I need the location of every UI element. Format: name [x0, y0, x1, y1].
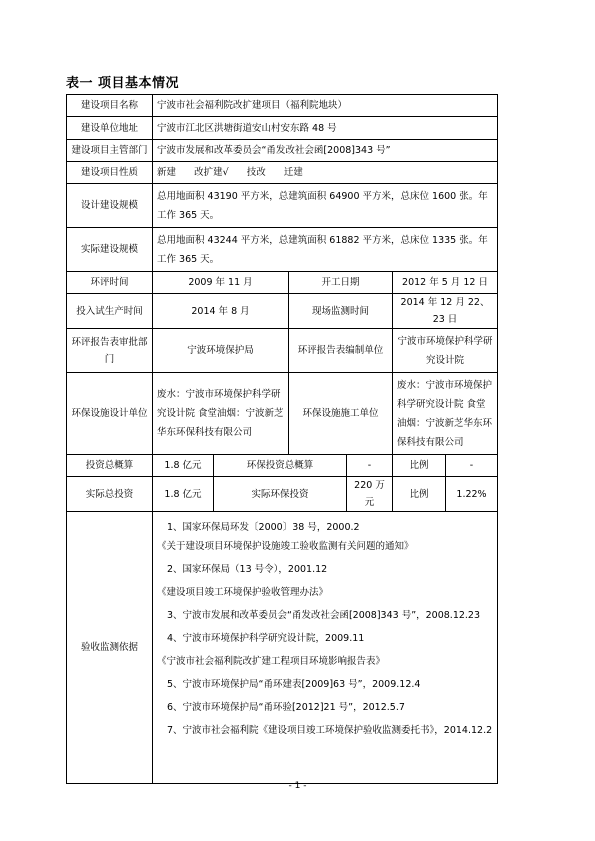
label-project-name: 建设项目名称	[67, 95, 153, 117]
value-design-scale: 总用地面积 43190 平方米，总建筑面积 64900 平方米，总床位 1600 张。年工作 365 天。	[153, 184, 498, 228]
label-facility-design: 环保设施设计单位	[67, 373, 153, 455]
value-nature: 新建 改扩建√ 技改 迁建	[153, 162, 498, 184]
label-design-scale: 设计建设规模	[67, 184, 153, 228]
label-monitor-time: 现场监测时间	[289, 294, 393, 329]
basis-item: 2、国家环保局（13 号令），2001.12	[167, 564, 328, 575]
basis-item: 《宁波市社会福利院改扩建工程项目环境影响报告表》	[157, 656, 386, 667]
basis-item: 《关于建设项目环境保护设施竣工验收监测有关问题的通知》	[157, 541, 414, 552]
label-address: 建设单位地址	[67, 117, 153, 140]
value-address: 宁波市江北区洪塘街道安山村安东路 48 号	[153, 117, 498, 140]
value-facility-design: 废水：宁波市环境保护科学研究设计院 食堂油烟：宁波新芝华东环保科技有限公司	[153, 373, 289, 455]
basis-item: 5、宁波市环境保护局“甬环建表[2009]63 号”，2009.12.4	[167, 679, 421, 690]
label-trial: 投入试生产时间	[67, 294, 153, 329]
section-title: 表一 项目基本情况	[66, 76, 180, 91]
basis-item: 7、宁波市社会福利院《建设项目竣工环境保护验收监测委托书》，2014.12.2	[167, 725, 493, 736]
label-eia-time: 环评时间	[67, 272, 153, 294]
row-invest-budget	[67, 455, 498, 477]
row-design-scale	[67, 184, 498, 228]
row-facility	[67, 373, 498, 455]
value-project-name: 宁波市社会福利院改扩建项目（福利院地块）	[153, 95, 498, 117]
page-number: - 1 -	[288, 781, 307, 791]
value-ratio-budget: -	[446, 455, 498, 477]
value-facility-construct: 废水：宁波市环境保护科学研究设计院 食堂油烟：宁波新芝华东环保科技有限公司	[393, 373, 498, 455]
row-trial	[67, 294, 498, 329]
value-actual-scale: 总用地面积 43244 平方米，总建筑面积 61882 平方米，总床位 1335 张。年工作 365 天。	[153, 228, 498, 272]
value-invest-actual: 1.8 亿元	[153, 477, 214, 512]
label-basis: 验收监测依据	[67, 512, 153, 784]
row-actual-scale	[67, 228, 498, 272]
basis-item: 4、宁波市环境保护科学研究设计院，2009.11	[167, 633, 365, 644]
label-env-actual: 实际环保投资	[214, 477, 347, 512]
label-facility-construct: 环保设施施工单位	[289, 373, 393, 455]
label-compiler: 环评报告表编制单位	[289, 329, 393, 373]
basis-item: 3、宁波市发展和改革委员会“甬发改社会函[2008]343 号”，2008.12.23	[167, 610, 481, 621]
value-ratio-actual: 1.22%	[446, 477, 498, 512]
label-env-budget: 环保投资总概算	[214, 455, 347, 477]
label-actual-scale: 实际建设规模	[67, 228, 153, 272]
row-approval	[67, 329, 498, 373]
row-eia-time	[67, 272, 498, 294]
row-basis	[67, 512, 498, 784]
value-compiler: 宁波市环境保护科学研究设计院	[393, 329, 498, 373]
value-invest-budget: 1.8 亿元	[153, 455, 214, 477]
row-nature	[67, 162, 498, 184]
basis-item: 《建设项目竣工环境保护验收管理办法》	[157, 587, 329, 598]
value-monitor-time: 2014 年 12 月 22、23 日	[393, 294, 498, 329]
value-authority: 宁波市发展和改革委员会“甬发改社会函[2008]343 号”	[153, 140, 498, 162]
label-invest-actual: 实际总投资	[67, 477, 153, 512]
basis-list	[153, 512, 498, 784]
label-nature: 建设项目性质	[67, 162, 153, 184]
label-ratio-actual: 比例	[393, 477, 446, 512]
label-start-date: 开工日期	[289, 272, 393, 294]
label-invest-budget: 投资总概算	[67, 455, 153, 477]
row-project-name	[67, 95, 498, 117]
label-ratio-budget: 比例	[393, 455, 446, 477]
row-authority	[67, 140, 498, 162]
basis-item: 1、国家环保局环发〔2000〕38 号，2000.2	[167, 522, 360, 533]
label-authority: 建设项目主管部门	[67, 140, 153, 162]
basis-item: 6、宁波市环境保护局“甬环验[2012]21 号”，2012.5.7	[167, 702, 405, 713]
value-start-date: 2012 年 5 月 12 日	[393, 272, 498, 294]
value-env-budget: -	[347, 455, 393, 477]
value-approval: 宁波环境保护局	[153, 329, 289, 373]
label-approval: 环评报告表审批部门	[67, 329, 153, 373]
value-env-actual: 220 万元	[347, 477, 393, 512]
row-invest-actual	[67, 477, 498, 512]
project-info-table	[66, 94, 498, 784]
row-address	[67, 117, 498, 140]
value-trial: 2014 年 8 月	[153, 294, 289, 329]
value-eia-time: 2009 年 11 月	[153, 272, 289, 294]
